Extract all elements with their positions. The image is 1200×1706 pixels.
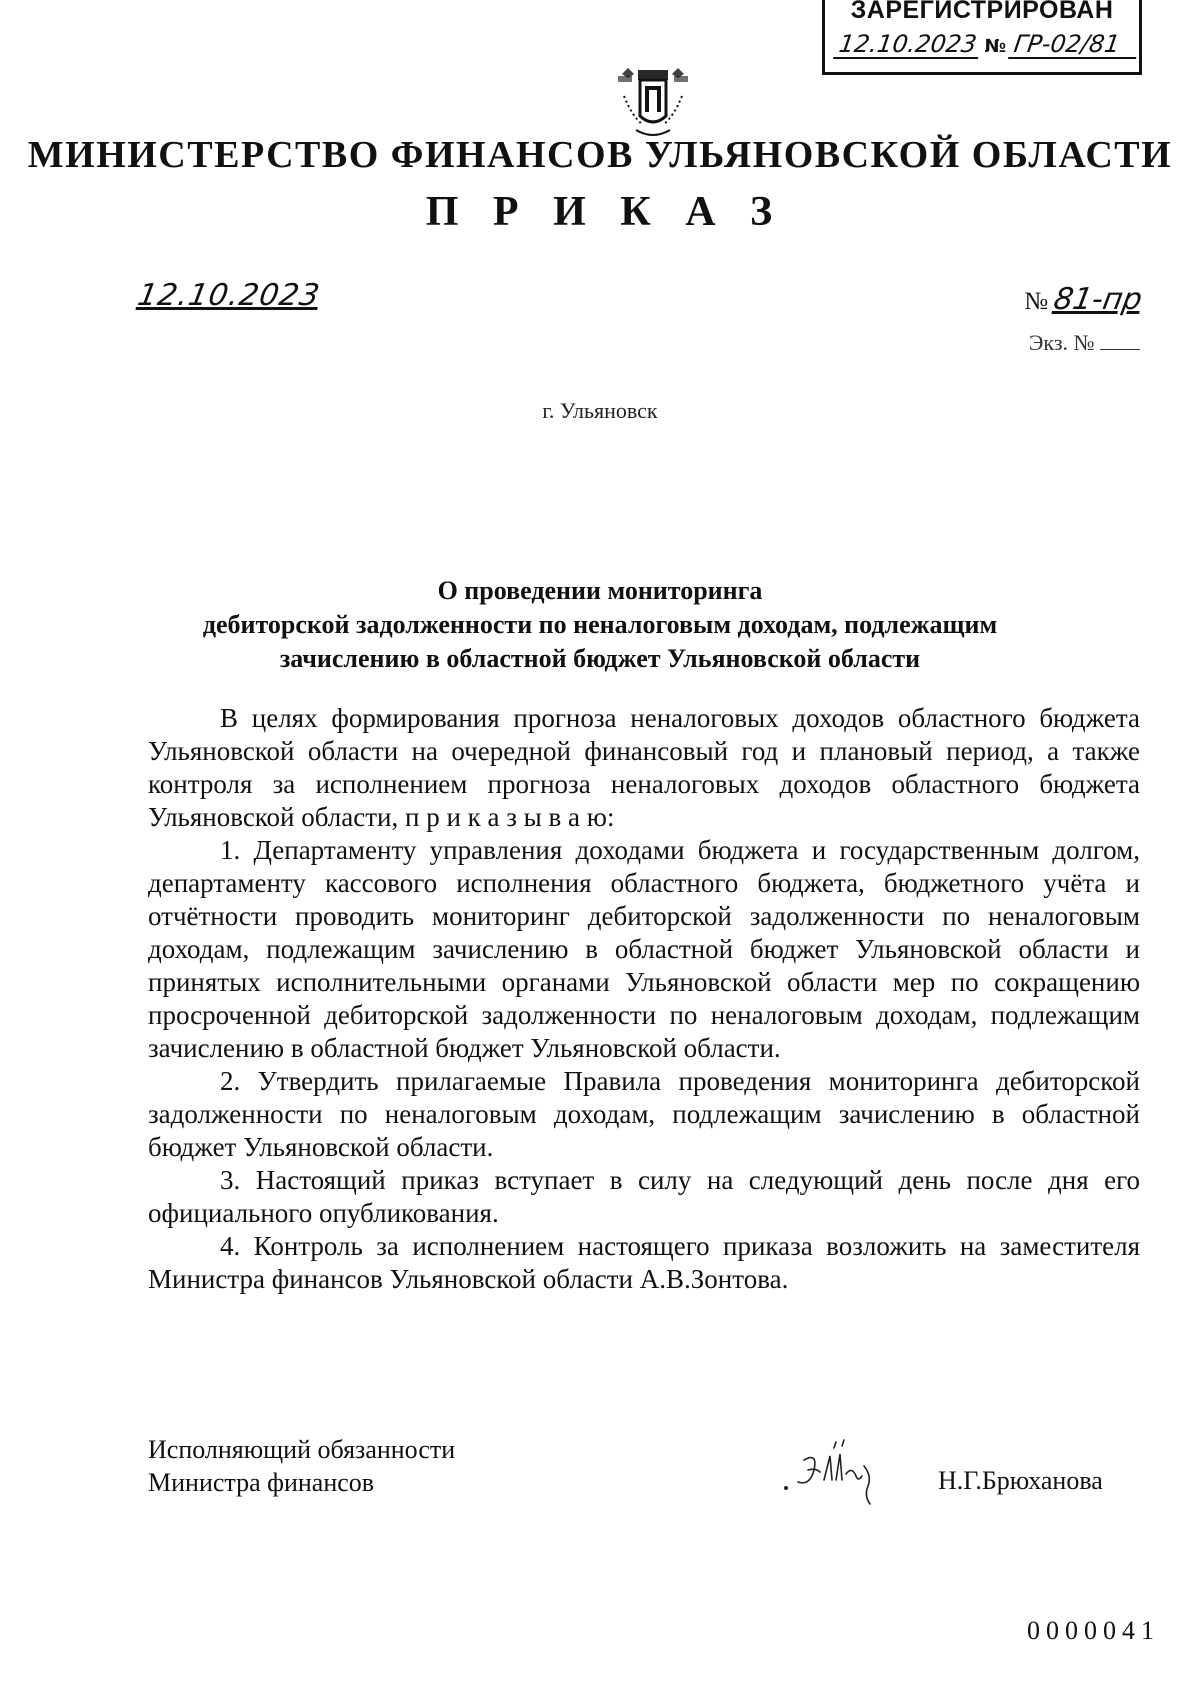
order-number-value: 81-пр	[1051, 282, 1146, 317]
copy-number	[1029, 330, 1140, 356]
order-body	[148, 702, 1140, 1296]
stamp-registration-line	[835, 30, 1129, 60]
stamp-number: ГР-02/81	[1008, 31, 1140, 59]
signatory-name: Н.Г.Брюханова	[938, 1466, 1103, 1495]
signatory-position	[148, 1433, 455, 1499]
subject-line-3: зачислению в областной бюджет Ульяновской области	[279, 644, 921, 673]
city: г. Ульяновск	[542, 398, 658, 423]
ministry-name: МИНИСТЕРСТВО ФИНАНСОВ УЛЬЯНОВСКОЙ ОБЛАСТИ	[27, 134, 1173, 176]
order-date: 12.10.2023	[134, 278, 323, 313]
body-item-3: 3. Настоящий приказ вступает в силу на следующий день после дня его официального опубликования.	[148, 1165, 1140, 1228]
stamp-number-sign: №	[984, 36, 1007, 57]
registration-stamp	[822, 0, 1142, 75]
body-item-4: 4. Контроль за исполнением настоящего приказа возложить на заместителя Министра финансов Ульяновской области А.В.Зонтова.	[148, 1231, 1140, 1294]
stamp-date: 12.10.2023	[833, 31, 982, 59]
copy-number-label: Экз. №	[1028, 330, 1095, 355]
body-item-1: 1. Департаменту управления доходами бюджета и государственным долгом, департаменту кассового исполнения областного бюджета, бюджетного учёта и отчётности проводить мониторинг дебиторской задолженности по неналоговым доходам, подлежащим зачислению в областной бюджет Ульяновской области и принятых исполнительными органами Ульяновской области мер по сокращению просроченной дебиторской задолженности по неналоговым доходам, подлежащим зачислению в областной бюджет Ульяновской области.	[148, 835, 1140, 1063]
order-number-sign: №	[1024, 288, 1049, 315]
body-intro: В целях формирования прогноза неналоговых доходов областного бюджета Ульяновской области на очередной финансовый год и плановый период, а также контроля за исполнением прогноза неналоговых доходов областного бюджета Ульяновской области, п р и к а з ы в а ю:	[148, 703, 1140, 832]
stamp-title: ЗАРЕГИСТРИРОВАН	[850, 0, 1114, 24]
signatory-position-line-2: Министра финансов	[148, 1468, 375, 1497]
order-number	[1024, 282, 1146, 317]
subject-line-2: дебиторской задолженности по неналоговым доходам, подлежащим	[202, 610, 998, 639]
copy-number-blank	[1100, 349, 1140, 350]
order-subject	[150, 574, 1050, 676]
handwritten-signature-icon	[774, 1430, 904, 1510]
document-title: П Р И К А З	[425, 189, 785, 235]
serial-number: 0000041	[1027, 1616, 1160, 1645]
signatory-position-line-1: Исполняющий обязанности	[148, 1435, 456, 1464]
subject-line-1: О проведении мониторинга	[437, 576, 763, 605]
body-item-2: 2. Утвердить прилагаемые Правила проведения мониторинга дебиторской задолженности по неналоговым доходам, подлежащим зачислению в областной бюджет Ульяновской области.	[148, 1066, 1140, 1162]
